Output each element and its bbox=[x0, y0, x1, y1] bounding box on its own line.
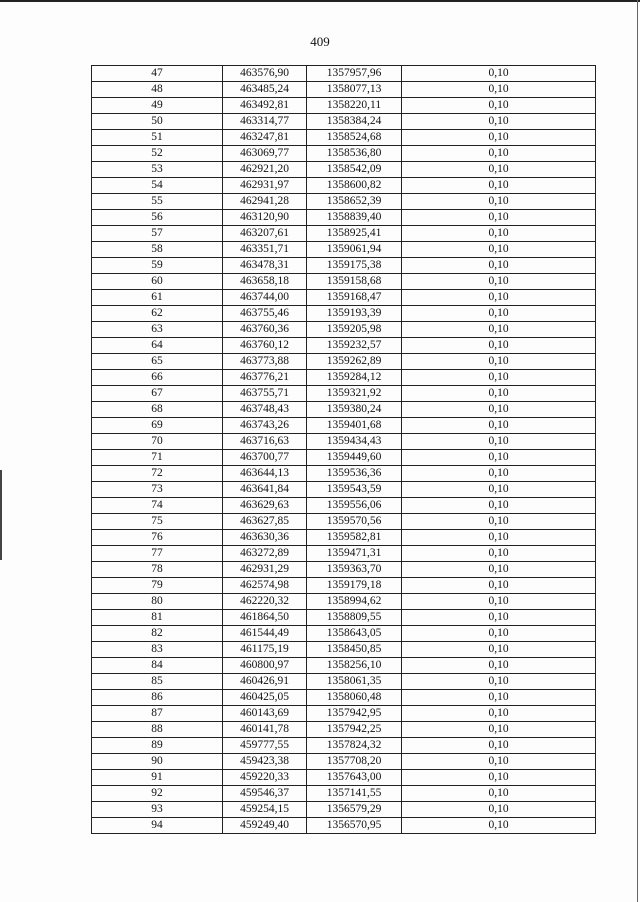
x-coordinate-cell: 460800,97 bbox=[223, 658, 307, 674]
error-cell: 0,10 bbox=[402, 482, 596, 498]
y-coordinate-cell: 1359556,06 bbox=[307, 498, 402, 514]
table-row bbox=[92, 738, 596, 754]
y-coordinate-cell: 1357643,00 bbox=[307, 770, 402, 786]
x-coordinate-cell: 463644,13 bbox=[223, 466, 307, 482]
y-coordinate-cell: 1359582,81 bbox=[307, 530, 402, 546]
x-coordinate-cell: 463743,26 bbox=[223, 418, 307, 434]
x-coordinate-cell: 463478,31 bbox=[223, 258, 307, 274]
table-row bbox=[92, 338, 596, 354]
table-row bbox=[92, 562, 596, 578]
error-cell: 0,10 bbox=[402, 226, 596, 242]
error-cell: 0,10 bbox=[402, 210, 596, 226]
x-coordinate-cell: 460426,91 bbox=[223, 674, 307, 690]
point-number-cell: 83 bbox=[92, 642, 223, 658]
x-coordinate-cell: 462921,20 bbox=[223, 162, 307, 178]
y-coordinate-cell: 1357957,96 bbox=[307, 66, 402, 82]
table-row bbox=[92, 210, 596, 226]
point-number-cell: 85 bbox=[92, 674, 223, 690]
point-number-cell: 70 bbox=[92, 434, 223, 450]
point-number-cell: 48 bbox=[92, 82, 223, 98]
table-row bbox=[92, 786, 596, 802]
table-row bbox=[92, 466, 596, 482]
table-row bbox=[92, 370, 596, 386]
x-coordinate-cell: 463247,81 bbox=[223, 130, 307, 146]
table-row bbox=[92, 82, 596, 98]
x-coordinate-cell: 463630,36 bbox=[223, 530, 307, 546]
table-row bbox=[92, 402, 596, 418]
table-row bbox=[92, 818, 596, 834]
table-row bbox=[92, 658, 596, 674]
point-number-cell: 51 bbox=[92, 130, 223, 146]
y-coordinate-cell: 1359061,94 bbox=[307, 242, 402, 258]
point-number-cell: 84 bbox=[92, 658, 223, 674]
table-row bbox=[92, 146, 596, 162]
error-cell: 0,10 bbox=[402, 818, 596, 834]
table-row bbox=[92, 354, 596, 370]
y-coordinate-cell: 1358256,10 bbox=[307, 658, 402, 674]
x-coordinate-cell: 460141,78 bbox=[223, 722, 307, 738]
y-coordinate-cell: 1358524,68 bbox=[307, 130, 402, 146]
y-coordinate-cell: 1359193,39 bbox=[307, 306, 402, 322]
point-number-cell: 94 bbox=[92, 818, 223, 834]
table-row bbox=[92, 610, 596, 626]
x-coordinate-cell: 459546,37 bbox=[223, 786, 307, 802]
table-row bbox=[92, 322, 596, 338]
x-coordinate-cell: 463776,21 bbox=[223, 370, 307, 386]
error-cell: 0,10 bbox=[402, 466, 596, 482]
y-coordinate-cell: 1359175,38 bbox=[307, 258, 402, 274]
table-row bbox=[92, 450, 596, 466]
error-cell: 0,10 bbox=[402, 498, 596, 514]
y-coordinate-cell: 1359158,68 bbox=[307, 274, 402, 290]
x-coordinate-cell: 463207,61 bbox=[223, 226, 307, 242]
point-number-cell: 72 bbox=[92, 466, 223, 482]
y-coordinate-cell: 1359380,24 bbox=[307, 402, 402, 418]
point-number-cell: 47 bbox=[92, 66, 223, 82]
y-coordinate-cell: 1359471,31 bbox=[307, 546, 402, 562]
error-cell: 0,10 bbox=[402, 594, 596, 610]
error-cell: 0,10 bbox=[402, 738, 596, 754]
table-row bbox=[92, 130, 596, 146]
x-coordinate-cell: 460143,69 bbox=[223, 706, 307, 722]
table-row bbox=[92, 690, 596, 706]
y-coordinate-cell: 1359434,43 bbox=[307, 434, 402, 450]
y-coordinate-cell: 1359284,12 bbox=[307, 370, 402, 386]
x-coordinate-cell: 462220,32 bbox=[223, 594, 307, 610]
y-coordinate-cell: 1356570,95 bbox=[307, 818, 402, 834]
point-number-cell: 62 bbox=[92, 306, 223, 322]
y-coordinate-cell: 1359449,60 bbox=[307, 450, 402, 466]
point-number-cell: 49 bbox=[92, 98, 223, 114]
y-coordinate-cell: 1358925,41 bbox=[307, 226, 402, 242]
table-row bbox=[92, 194, 596, 210]
y-coordinate-cell: 1358060,48 bbox=[307, 690, 402, 706]
point-number-cell: 61 bbox=[92, 290, 223, 306]
point-number-cell: 50 bbox=[92, 114, 223, 130]
error-cell: 0,10 bbox=[402, 258, 596, 274]
table-row bbox=[92, 626, 596, 642]
y-coordinate-cell: 1359205,98 bbox=[307, 322, 402, 338]
x-coordinate-cell: 463629,63 bbox=[223, 498, 307, 514]
table-row bbox=[92, 258, 596, 274]
x-coordinate-cell: 463773,88 bbox=[223, 354, 307, 370]
error-cell: 0,10 bbox=[402, 322, 596, 338]
point-number-cell: 93 bbox=[92, 802, 223, 818]
y-coordinate-cell: 1358809,55 bbox=[307, 610, 402, 626]
y-coordinate-cell: 1358220,11 bbox=[307, 98, 402, 114]
point-number-cell: 52 bbox=[92, 146, 223, 162]
point-number-cell: 89 bbox=[92, 738, 223, 754]
error-cell: 0,10 bbox=[402, 754, 596, 770]
y-coordinate-cell: 1359570,56 bbox=[307, 514, 402, 530]
point-number-cell: 56 bbox=[92, 210, 223, 226]
table-row bbox=[92, 98, 596, 114]
table-row bbox=[92, 642, 596, 658]
page-number: 409 bbox=[310, 34, 330, 49]
error-cell: 0,10 bbox=[402, 786, 596, 802]
point-number-cell: 81 bbox=[92, 610, 223, 626]
point-number-cell: 90 bbox=[92, 754, 223, 770]
y-coordinate-cell: 1358839,40 bbox=[307, 210, 402, 226]
error-cell: 0,10 bbox=[402, 306, 596, 322]
point-number-cell: 86 bbox=[92, 690, 223, 706]
table-row bbox=[92, 290, 596, 306]
error-cell: 0,10 bbox=[402, 514, 596, 530]
x-coordinate-cell: 463272,89 bbox=[223, 546, 307, 562]
table-row bbox=[92, 530, 596, 546]
error-cell: 0,10 bbox=[402, 546, 596, 562]
point-number-cell: 58 bbox=[92, 242, 223, 258]
point-number-cell: 80 bbox=[92, 594, 223, 610]
y-coordinate-cell: 1358600,82 bbox=[307, 178, 402, 194]
table-row bbox=[92, 498, 596, 514]
scan-edge-top bbox=[0, 0, 640, 2]
y-coordinate-cell: 1357708,20 bbox=[307, 754, 402, 770]
y-coordinate-cell: 1358384,24 bbox=[307, 114, 402, 130]
point-number-cell: 69 bbox=[92, 418, 223, 434]
error-cell: 0,10 bbox=[402, 530, 596, 546]
point-number-cell: 88 bbox=[92, 722, 223, 738]
x-coordinate-cell: 459220,33 bbox=[223, 770, 307, 786]
error-cell: 0,10 bbox=[402, 418, 596, 434]
x-coordinate-cell: 463351,71 bbox=[223, 242, 307, 258]
y-coordinate-cell: 1358542,09 bbox=[307, 162, 402, 178]
error-cell: 0,10 bbox=[402, 338, 596, 354]
x-coordinate-cell: 459423,38 bbox=[223, 754, 307, 770]
x-coordinate-cell: 463700,77 bbox=[223, 450, 307, 466]
y-coordinate-cell: 1358061,35 bbox=[307, 674, 402, 690]
x-coordinate-cell: 463760,36 bbox=[223, 322, 307, 338]
error-cell: 0,10 bbox=[402, 66, 596, 82]
x-coordinate-cell: 463576,90 bbox=[223, 66, 307, 82]
table-row bbox=[92, 706, 596, 722]
table-row bbox=[92, 306, 596, 322]
error-cell: 0,10 bbox=[402, 162, 596, 178]
error-cell: 0,10 bbox=[402, 114, 596, 130]
error-cell: 0,10 bbox=[402, 802, 596, 818]
table-row bbox=[92, 242, 596, 258]
point-number-cell: 77 bbox=[92, 546, 223, 562]
y-coordinate-cell: 1359232,57 bbox=[307, 338, 402, 354]
point-number-cell: 54 bbox=[92, 178, 223, 194]
point-number-cell: 75 bbox=[92, 514, 223, 530]
point-number-cell: 68 bbox=[92, 402, 223, 418]
x-coordinate-cell: 462941,28 bbox=[223, 194, 307, 210]
y-coordinate-cell: 1359168,47 bbox=[307, 290, 402, 306]
y-coordinate-cell: 1358450,85 bbox=[307, 642, 402, 658]
point-number-cell: 73 bbox=[92, 482, 223, 498]
x-coordinate-cell: 462574,98 bbox=[223, 578, 307, 594]
y-coordinate-cell: 1357141,55 bbox=[307, 786, 402, 802]
x-coordinate-cell: 461864,50 bbox=[223, 610, 307, 626]
point-number-cell: 66 bbox=[92, 370, 223, 386]
table-row bbox=[92, 578, 596, 594]
point-number-cell: 67 bbox=[92, 386, 223, 402]
error-cell: 0,10 bbox=[402, 130, 596, 146]
table-row bbox=[92, 162, 596, 178]
point-number-cell: 55 bbox=[92, 194, 223, 210]
y-coordinate-cell: 1357942,25 bbox=[307, 722, 402, 738]
x-coordinate-cell: 461544,49 bbox=[223, 626, 307, 642]
error-cell: 0,10 bbox=[402, 450, 596, 466]
point-number-cell: 57 bbox=[92, 226, 223, 242]
y-coordinate-cell: 1358077,13 bbox=[307, 82, 402, 98]
error-cell: 0,10 bbox=[402, 770, 596, 786]
y-coordinate-cell: 1358536,80 bbox=[307, 146, 402, 162]
error-cell: 0,10 bbox=[402, 674, 596, 690]
error-cell: 0,10 bbox=[402, 386, 596, 402]
scan-edge-mark bbox=[0, 470, 2, 560]
y-coordinate-cell: 1359536,36 bbox=[307, 466, 402, 482]
error-cell: 0,10 bbox=[402, 562, 596, 578]
x-coordinate-cell: 463069,77 bbox=[223, 146, 307, 162]
point-number-cell: 87 bbox=[92, 706, 223, 722]
y-coordinate-cell: 1359401,68 bbox=[307, 418, 402, 434]
table-row bbox=[92, 594, 596, 610]
error-cell: 0,10 bbox=[402, 178, 596, 194]
y-coordinate-cell: 1359543,59 bbox=[307, 482, 402, 498]
x-coordinate-cell: 463641,84 bbox=[223, 482, 307, 498]
error-cell: 0,10 bbox=[402, 274, 596, 290]
point-number-cell: 92 bbox=[92, 786, 223, 802]
error-cell: 0,10 bbox=[402, 642, 596, 658]
error-cell: 0,10 bbox=[402, 626, 596, 642]
table-row bbox=[92, 482, 596, 498]
point-number-cell: 74 bbox=[92, 498, 223, 514]
x-coordinate-cell: 463485,24 bbox=[223, 82, 307, 98]
coordinates-table bbox=[91, 65, 596, 834]
table-row bbox=[92, 434, 596, 450]
y-coordinate-cell: 1359262,89 bbox=[307, 354, 402, 370]
error-cell: 0,10 bbox=[402, 354, 596, 370]
point-number-cell: 65 bbox=[92, 354, 223, 370]
x-coordinate-cell: 463658,18 bbox=[223, 274, 307, 290]
error-cell: 0,10 bbox=[402, 290, 596, 306]
scan-edge-right bbox=[637, 0, 638, 902]
table-row bbox=[92, 66, 596, 82]
y-coordinate-cell: 1358643,05 bbox=[307, 626, 402, 642]
error-cell: 0,10 bbox=[402, 82, 596, 98]
x-coordinate-cell: 463627,85 bbox=[223, 514, 307, 530]
table-row bbox=[92, 802, 596, 818]
y-coordinate-cell: 1359363,70 bbox=[307, 562, 402, 578]
x-coordinate-cell: 463492,81 bbox=[223, 98, 307, 114]
x-coordinate-cell: 462931,97 bbox=[223, 178, 307, 194]
x-coordinate-cell: 463716,63 bbox=[223, 434, 307, 450]
x-coordinate-cell: 463744,00 bbox=[223, 290, 307, 306]
point-number-cell: 59 bbox=[92, 258, 223, 274]
x-coordinate-cell: 459249,40 bbox=[223, 818, 307, 834]
x-coordinate-cell: 463755,46 bbox=[223, 306, 307, 322]
error-cell: 0,10 bbox=[402, 690, 596, 706]
error-cell: 0,10 bbox=[402, 610, 596, 626]
table-row bbox=[92, 514, 596, 530]
table-row bbox=[92, 386, 596, 402]
error-cell: 0,10 bbox=[402, 98, 596, 114]
x-coordinate-cell: 463755,71 bbox=[223, 386, 307, 402]
y-coordinate-cell: 1358652,39 bbox=[307, 194, 402, 210]
error-cell: 0,10 bbox=[402, 706, 596, 722]
point-number-cell: 60 bbox=[92, 274, 223, 290]
error-cell: 0,10 bbox=[402, 578, 596, 594]
table-row bbox=[92, 754, 596, 770]
table-row bbox=[92, 274, 596, 290]
table-row bbox=[92, 546, 596, 562]
point-number-cell: 82 bbox=[92, 626, 223, 642]
y-coordinate-cell: 1357942,95 bbox=[307, 706, 402, 722]
error-cell: 0,10 bbox=[402, 722, 596, 738]
y-coordinate-cell: 1359321,92 bbox=[307, 386, 402, 402]
point-number-cell: 53 bbox=[92, 162, 223, 178]
error-cell: 0,10 bbox=[402, 242, 596, 258]
error-cell: 0,10 bbox=[402, 402, 596, 418]
point-number-cell: 78 bbox=[92, 562, 223, 578]
y-coordinate-cell: 1357824,32 bbox=[307, 738, 402, 754]
point-number-cell: 71 bbox=[92, 450, 223, 466]
y-coordinate-cell: 1358994,62 bbox=[307, 594, 402, 610]
x-coordinate-cell: 462931,29 bbox=[223, 562, 307, 578]
table-row bbox=[92, 114, 596, 130]
error-cell: 0,10 bbox=[402, 146, 596, 162]
error-cell: 0,10 bbox=[402, 370, 596, 386]
error-cell: 0,10 bbox=[402, 194, 596, 210]
table-row bbox=[92, 674, 596, 690]
point-number-cell: 79 bbox=[92, 578, 223, 594]
table-row bbox=[92, 178, 596, 194]
error-cell: 0,10 bbox=[402, 658, 596, 674]
x-coordinate-cell: 463748,43 bbox=[223, 402, 307, 418]
point-number-cell: 91 bbox=[92, 770, 223, 786]
table-row bbox=[92, 226, 596, 242]
table-row bbox=[92, 770, 596, 786]
x-coordinate-cell: 459777,55 bbox=[223, 738, 307, 754]
point-number-cell: 64 bbox=[92, 338, 223, 354]
point-number-cell: 63 bbox=[92, 322, 223, 338]
x-coordinate-cell: 460425,05 bbox=[223, 690, 307, 706]
y-coordinate-cell: 1356579,29 bbox=[307, 802, 402, 818]
y-coordinate-cell: 1359179,18 bbox=[307, 578, 402, 594]
table-row bbox=[92, 418, 596, 434]
point-number-cell: 76 bbox=[92, 530, 223, 546]
error-cell: 0,10 bbox=[402, 434, 596, 450]
x-coordinate-cell: 463760,12 bbox=[223, 338, 307, 354]
table-row bbox=[92, 722, 596, 738]
x-coordinate-cell: 463314,77 bbox=[223, 114, 307, 130]
x-coordinate-cell: 463120,90 bbox=[223, 210, 307, 226]
x-coordinate-cell: 461175,19 bbox=[223, 642, 307, 658]
x-coordinate-cell: 459254,15 bbox=[223, 802, 307, 818]
